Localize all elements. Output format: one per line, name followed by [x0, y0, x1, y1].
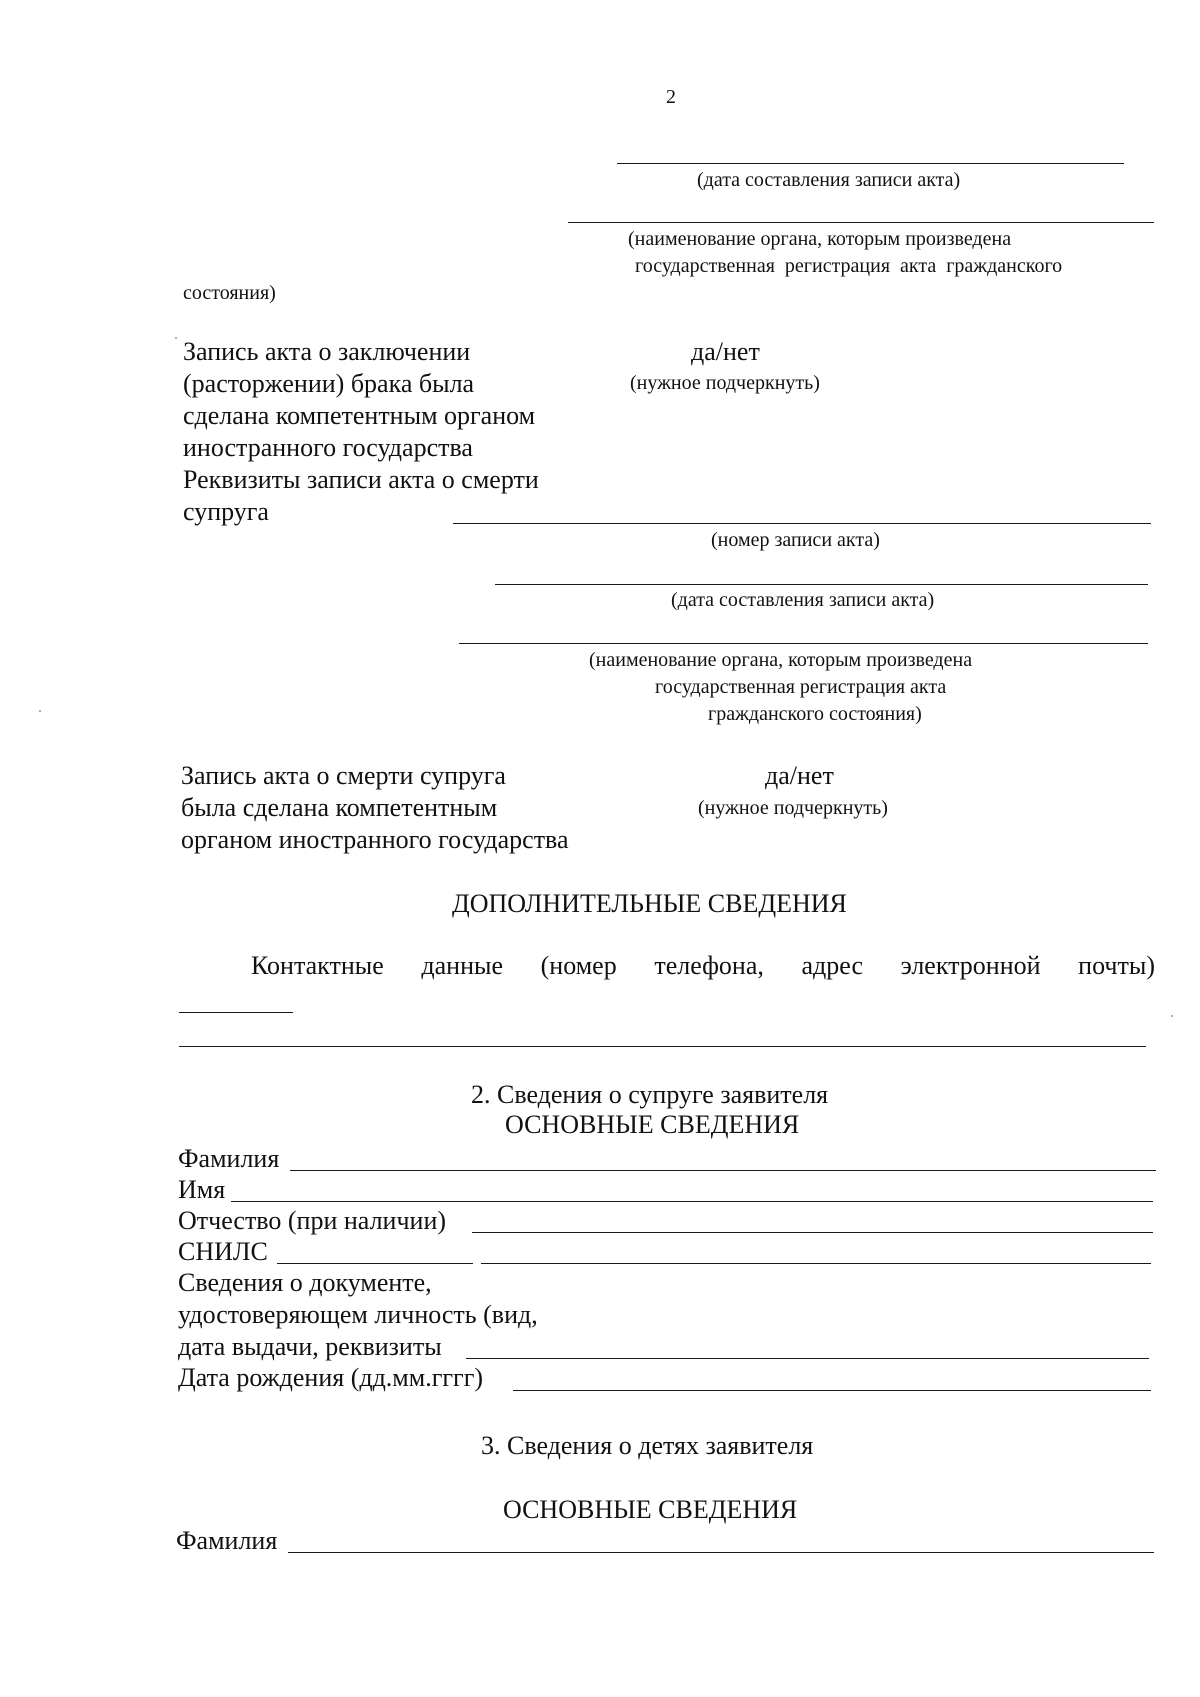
marriage-organ-caption-2: государственная регистрация акта гражданского	[635, 255, 1063, 277]
spouse-birth-field[interactable]	[513, 1390, 1151, 1391]
marriage-foreign-choice[interactable]: да/нет	[691, 337, 760, 366]
death-organ-caption-1: (наименование органа, которым произведена	[589, 649, 973, 671]
death-foreign-line-1: Запись акта о смерти супруга	[181, 761, 506, 790]
marriage-date-line[interactable]	[617, 163, 1124, 164]
contact-data-label	[251, 950, 1155, 982]
spouse-snils-label: СНИЛС	[178, 1237, 268, 1266]
contact-word: электронной	[900, 951, 1041, 980]
page-number: 2	[666, 86, 676, 108]
marriage-date-caption: (дата составления записи акта)	[697, 169, 961, 191]
spouse-doc-field[interactable]	[466, 1358, 1149, 1359]
marriage-organ-caption-1: (наименование органа, которым произведена	[628, 228, 1012, 250]
spouse-surname-field[interactable]	[290, 1170, 1156, 1171]
death-number-line[interactable]	[453, 523, 1151, 524]
death-number-caption: (номер записи акта)	[711, 529, 880, 551]
spouse-subheading: ОСНОВНЫЕ СВЕДЕНИЯ	[505, 1110, 800, 1139]
death-date-line[interactable]	[495, 584, 1148, 585]
contact-word: телефона,	[654, 951, 764, 980]
death-foreign-choice[interactable]: да/нет	[765, 761, 834, 790]
spouse-name-field[interactable]	[231, 1201, 1153, 1202]
contact-word: (номер	[540, 951, 617, 980]
spouse-doc-label-2: удостоверяющем личность (вид,	[178, 1300, 538, 1329]
scan-speck	[39, 710, 41, 712]
contact-word: почты)	[1078, 951, 1155, 980]
scan-speck	[1171, 1015, 1173, 1017]
children-surname-label: Фамилия	[176, 1526, 278, 1555]
death-organ-caption-2: государственная регистрация акта	[655, 676, 947, 698]
contact-data-line-short[interactable]	[179, 1012, 293, 1013]
spouse-snils-field-2[interactable]	[481, 1263, 1151, 1264]
children-surname-field[interactable]	[288, 1552, 1154, 1553]
spouse-surname-label: Фамилия	[178, 1144, 280, 1173]
contact-word: адрес	[801, 951, 863, 980]
spouse-patronymic-label: Отчество (при наличии)	[178, 1206, 447, 1235]
spouse-name-label: Имя	[178, 1175, 226, 1204]
spouse-snils-field-1[interactable]	[277, 1263, 473, 1264]
death-foreign-line-2: была сделана компетентным	[181, 793, 498, 822]
spouse-doc-label-3: дата выдачи, реквизиты	[178, 1332, 442, 1361]
death-requisites-line-1: Реквизиты записи акта о смерти	[183, 465, 539, 494]
death-foreign-line-3: органом иностранного государства	[181, 825, 569, 854]
marriage-foreign-line-4: иностранного государства	[183, 433, 473, 462]
marriage-foreign-line-1: Запись акта о заключении	[183, 337, 471, 366]
death-organ-caption-3: гражданского состояния)	[708, 703, 922, 725]
spouse-birth-label: Дата рождения (дд.мм.гггг)	[178, 1363, 484, 1392]
spouse-patronymic-field[interactable]	[472, 1232, 1153, 1233]
marriage-foreign-line-3: сделана компетентным органом	[183, 401, 536, 430]
contact-data-line[interactable]	[179, 1046, 1146, 1047]
death-requisites-line-2: супруга	[183, 497, 269, 526]
death-organ-line[interactable]	[459, 643, 1148, 644]
spouse-doc-label-1: Сведения о документе,	[178, 1268, 432, 1297]
additional-heading: ДОПОЛНИТЕЛЬНЫЕ СВЕДЕНИЯ	[452, 889, 847, 918]
spouse-section-title: 2. Сведения о супруге заявителя	[471, 1080, 829, 1109]
contact-word: данные	[421, 951, 503, 980]
death-foreign-hint: (нужное подчеркнуть)	[698, 797, 888, 819]
marriage-foreign-hint: (нужное подчеркнуть)	[630, 372, 820, 394]
children-subheading: ОСНОВНЫЕ СВЕДЕНИЯ	[503, 1495, 798, 1524]
death-date-caption: (дата составления записи акта)	[671, 589, 935, 611]
contact-word: Контактные	[251, 951, 384, 980]
marriage-foreign-line-2: (расторжении) брака была	[183, 369, 475, 398]
marriage-organ-line[interactable]	[568, 222, 1154, 223]
scan-speck	[175, 337, 177, 339]
children-section-title: 3. Сведения о детях заявителя	[481, 1431, 814, 1460]
marriage-organ-caption-3: состояния)	[183, 282, 276, 304]
